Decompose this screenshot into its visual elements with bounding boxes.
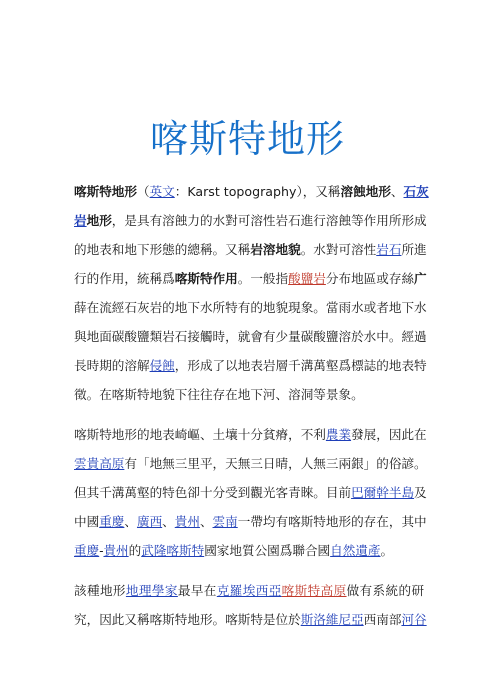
paragraph-1-line-1 bbox=[74, 177, 429, 206]
link-valley[interactable]: 河谷 bbox=[401, 612, 427, 627]
paragraph-3-line-2 bbox=[74, 605, 427, 634]
text: 、 bbox=[390, 184, 404, 199]
link-wulong-karst[interactable]: 武隆喀斯特 bbox=[141, 543, 205, 558]
english-term: Karst topography bbox=[187, 184, 297, 199]
text: 、 bbox=[162, 514, 175, 529]
text: 喀斯特地形的地表崎嶇、土壤十分貧瘠，不利 bbox=[74, 427, 326, 442]
paragraph-gap bbox=[74, 565, 424, 576]
paragraph-2-line-5 bbox=[74, 536, 424, 565]
link-guizhou-2[interactable]: 貴州 bbox=[103, 543, 129, 558]
link-croatia[interactable]: 克羅埃西亞 bbox=[216, 583, 282, 598]
text: 。一般指 bbox=[237, 271, 289, 286]
link-natural-heritage[interactable]: 自然遺產 bbox=[330, 543, 381, 558]
paragraph-2-line-3 bbox=[74, 478, 427, 507]
term-karst-landform: 岩溶地貌 bbox=[250, 242, 301, 257]
paragraph-3-line-1 bbox=[74, 576, 424, 605]
link-limestone-2[interactable]: 岩 bbox=[74, 213, 87, 228]
link-geographer[interactable]: 地理學家 bbox=[125, 583, 178, 598]
link-karst-plateau[interactable]: 喀斯特高原 bbox=[281, 583, 347, 598]
link-english[interactable]: 英文 bbox=[149, 184, 175, 199]
paragraph-1-line-4 bbox=[74, 264, 427, 293]
text: ： bbox=[174, 184, 188, 199]
link-agriculture[interactable]: 農業 bbox=[325, 427, 352, 442]
text: ，是具有溶蝕力的水對可溶性岩石進行溶蝕等作用所形成 bbox=[111, 213, 427, 228]
link-guangxi[interactable]: 廣西 bbox=[136, 514, 163, 529]
term-dissolution-landform: 溶蝕地形 bbox=[340, 184, 391, 199]
link-balkan-peninsula[interactable]: 巴爾幹半島 bbox=[351, 485, 415, 500]
text: 做有系統的研 bbox=[346, 583, 425, 598]
text: 一帶均有喀斯特地形的存在，其中 bbox=[237, 514, 427, 529]
paragraph-1-line-2 bbox=[74, 206, 427, 235]
term-landform: 地形 bbox=[86, 213, 112, 228]
link-limestone-1[interactable]: 石灰 bbox=[403, 184, 429, 199]
paragraph-2-line-2 bbox=[74, 449, 427, 478]
paragraph-2-line-1 bbox=[74, 420, 427, 449]
paragraph-1-line-3 bbox=[74, 235, 427, 264]
term-karst: 喀斯特地形 bbox=[74, 184, 137, 199]
text: 的地表和地下形態的總稱。又稱 bbox=[74, 242, 251, 257]
text: 西南部 bbox=[363, 612, 402, 627]
text: 广 bbox=[414, 271, 427, 286]
paragraph-1-line-7 bbox=[74, 351, 427, 380]
text: 最早在 bbox=[177, 583, 217, 598]
text: 、 bbox=[199, 514, 213, 529]
paragraph-1-line-5: 薛在流經石灰岩的地下水所特有的地貌現象。當雨水或者地下水 bbox=[74, 300, 427, 315]
text: 該種地形 bbox=[74, 583, 126, 598]
paragraph-1-line-8: 徵。在喀斯特地貌下往往存在地下河、溶洞等景象。 bbox=[74, 387, 364, 402]
text: 。水對可溶性 bbox=[300, 242, 377, 257]
link-erosion[interactable]: 侵蝕 bbox=[149, 358, 175, 373]
text: 及 bbox=[414, 485, 427, 500]
text: 。 bbox=[380, 543, 394, 558]
link-guizhou-1[interactable]: 貴州 bbox=[174, 514, 200, 529]
text: 行的作用，統稱爲 bbox=[74, 271, 175, 286]
term-karst-process: 喀斯特作用 bbox=[174, 271, 238, 286]
link-carbonate-rock[interactable]: 酸鹽岩 bbox=[288, 271, 326, 286]
link-yunnan[interactable]: 雲南 bbox=[212, 514, 238, 529]
text: ），又稱 bbox=[296, 184, 341, 199]
text: 、 bbox=[124, 514, 137, 529]
paragraph-gap bbox=[74, 409, 424, 420]
text: 分布地區或存絲 bbox=[325, 271, 415, 286]
text: 有「地無三里平，天無三日晴，人無三兩銀」的俗諺。 bbox=[124, 456, 427, 471]
paragraph-2-line-4 bbox=[74, 507, 427, 536]
text: 但其千溝萬壑的特色卻十分受到觀光客青睞。目前 bbox=[74, 485, 352, 500]
paragraph-1-line-6: 與地面碳酸鹽類岩石接觸時，就會有少量碳酸鹽溶於水中。經過 bbox=[74, 329, 427, 344]
page-title: 喀斯特地形 bbox=[149, 117, 345, 161]
text: 長時期的溶解 bbox=[74, 358, 150, 373]
text: 發展，因此在 bbox=[351, 427, 427, 442]
link-chongqing-2[interactable]: 重慶 bbox=[74, 543, 100, 558]
text: ，形成了以地表岩層千溝萬壑爲標誌的地表特 bbox=[174, 358, 427, 373]
text: 的 bbox=[128, 543, 142, 558]
text: 究，因此又稱喀斯特地形。喀斯特是位於 bbox=[74, 612, 301, 627]
link-slovenia[interactable]: 斯洛維尼亞 bbox=[300, 612, 364, 627]
link-chongqing-1[interactable]: 重慶 bbox=[99, 514, 125, 529]
link-rock[interactable]: 岩石 bbox=[376, 242, 402, 257]
text: - bbox=[99, 543, 104, 558]
text: （ bbox=[136, 184, 150, 199]
article-body bbox=[74, 177, 429, 634]
text: 中國 bbox=[74, 514, 100, 529]
text: 所進 bbox=[401, 242, 427, 257]
link-yungui-plateau[interactable]: 雲貴高原 bbox=[74, 456, 125, 471]
text: 國家地質公園爲聯合國 bbox=[204, 543, 331, 558]
